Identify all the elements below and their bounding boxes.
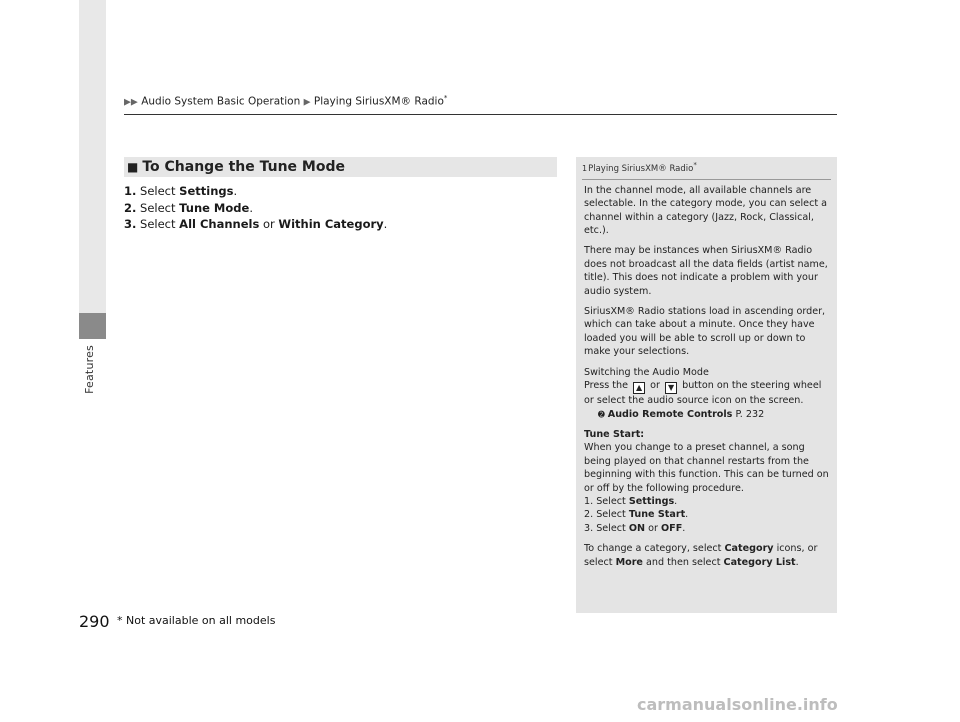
- step-text: .: [249, 200, 253, 215]
- sidebar-text: or: [650, 380, 660, 392]
- sidebar-bold: More: [615, 556, 643, 568]
- sidebar-paragraph: [584, 542, 829, 569]
- step-bold: Tune Mode: [179, 200, 250, 215]
- sidebar-bold: Category List: [723, 556, 796, 568]
- step: [124, 200, 387, 217]
- step-bold: Within Category: [278, 217, 384, 231]
- step-text: .: [233, 184, 238, 198]
- step-text: .: [682, 522, 686, 534]
- watermark: carmanualsonline.info: [637, 695, 838, 714]
- sidebar-bold: Category: [724, 543, 774, 555]
- sidebar-text: To change a category, select: [584, 543, 725, 555]
- step: [124, 216, 387, 233]
- step-number: 1.: [124, 184, 137, 198]
- sidebar-step: [584, 495, 829, 508]
- sidebar-text: and then select: [642, 556, 724, 568]
- step-bold: ON: [628, 522, 646, 534]
- reference-page: P. 232: [735, 408, 765, 420]
- section-heading-text: To Change the Tune Mode: [142, 159, 345, 175]
- sidebar-subtitle: Switching the Audio Mode: [584, 366, 709, 378]
- sidebar-step: [584, 508, 829, 521]
- step-text: .: [674, 495, 678, 507]
- side-tab-marker: [79, 313, 106, 339]
- step-text: .: [685, 509, 689, 521]
- step-text: or: [259, 217, 279, 231]
- breadcrumb-item[interactable]: Playing SiriusXM® Radio: [313, 95, 444, 108]
- sidebar-notes: [576, 157, 837, 613]
- step-bold: Tune Start: [628, 509, 686, 521]
- side-tab-bar: [79, 0, 106, 313]
- step-number: 3.: [124, 217, 137, 231]
- breadcrumb: [124, 94, 447, 108]
- asterisk: *: [693, 161, 697, 169]
- step-number: 2.: [584, 509, 594, 521]
- sidebar-text: button on the steering wheel or select the audio source icon on the screen.: [584, 380, 822, 407]
- side-tab-label: Features: [83, 345, 96, 394]
- sidebar-paragraph: There may be instances when SiriusXM® Radio does not broadcast all the data fields (artist name, title). This does not indicate a problem with your audio system.: [584, 245, 828, 297]
- procedure-steps: [124, 183, 387, 233]
- breadcrumb-arrow-icon: ▶▶: [124, 97, 138, 108]
- sidebar-body: [576, 180, 837, 569]
- step-text: .: [383, 217, 388, 231]
- breadcrumb-arrow-icon: ▶: [303, 97, 311, 108]
- cross-reference[interactable]: [584, 409, 764, 420]
- sidebar-title-text: Playing SiriusXM® Radio: [588, 163, 694, 174]
- sidebar-text: icons, or select: [584, 543, 818, 568]
- sidebar-subtitle: Tune Start:: [584, 428, 645, 440]
- step-bold: OFF: [660, 522, 683, 534]
- step-text: Select: [140, 184, 180, 198]
- reference-arrow-icon: ➋: [598, 409, 605, 419]
- step-text: or: [645, 522, 661, 534]
- asterisk: *: [443, 94, 448, 102]
- sidebar-paragraph: [584, 428, 829, 535]
- step-bold: All Channels: [179, 217, 260, 231]
- up-arrow-icon: ▲: [633, 382, 645, 394]
- step-text: Select: [596, 495, 629, 507]
- step-number: 1.: [584, 495, 594, 507]
- reference-link[interactable]: Audio Remote Controls: [607, 408, 733, 420]
- sidebar-paragraph: [584, 366, 829, 421]
- page-number: 290: [79, 612, 110, 631]
- step-text: Select: [596, 522, 629, 534]
- sidebar-text: When you change to a preset channel, a song being played on that channel restarts from the beginning with this function. This can be turned on or off by the following procedure.: [584, 442, 829, 494]
- note-icon: 1: [582, 163, 588, 173]
- step-text: Select: [596, 509, 629, 521]
- step-number: 3.: [584, 522, 594, 534]
- square-bullet-icon: ■: [127, 160, 139, 174]
- down-arrow-icon: ▼: [665, 382, 677, 394]
- sidebar-text: .: [795, 556, 799, 568]
- sidebar-title: [576, 157, 837, 175]
- footnote: * Not available on all models: [117, 614, 276, 627]
- sidebar-paragraph: SiriusXM® Radio stations load in ascending order, which can take about a minute. Once they have loaded you will be able to scroll up or down to make your selections.: [584, 306, 826, 358]
- breadcrumb-item[interactable]: Audio System Basic Operation: [141, 95, 301, 108]
- step-bold: Settings: [179, 184, 234, 198]
- step-text: Select: [140, 217, 180, 231]
- step-bold: Settings: [628, 495, 675, 507]
- step-number: 2.: [124, 200, 137, 215]
- step: [124, 183, 387, 200]
- sidebar-text: Press the: [584, 380, 629, 392]
- sidebar-step: [584, 522, 829, 535]
- section-heading: [124, 157, 557, 177]
- step-text: Select: [140, 200, 180, 215]
- sidebar-paragraph: In the channel mode, all available channels are selectable. In the category mode, you can select a channel within a category (Jazz, Rock, Classical, etc.).: [584, 184, 828, 237]
- header-divider: [124, 114, 837, 115]
